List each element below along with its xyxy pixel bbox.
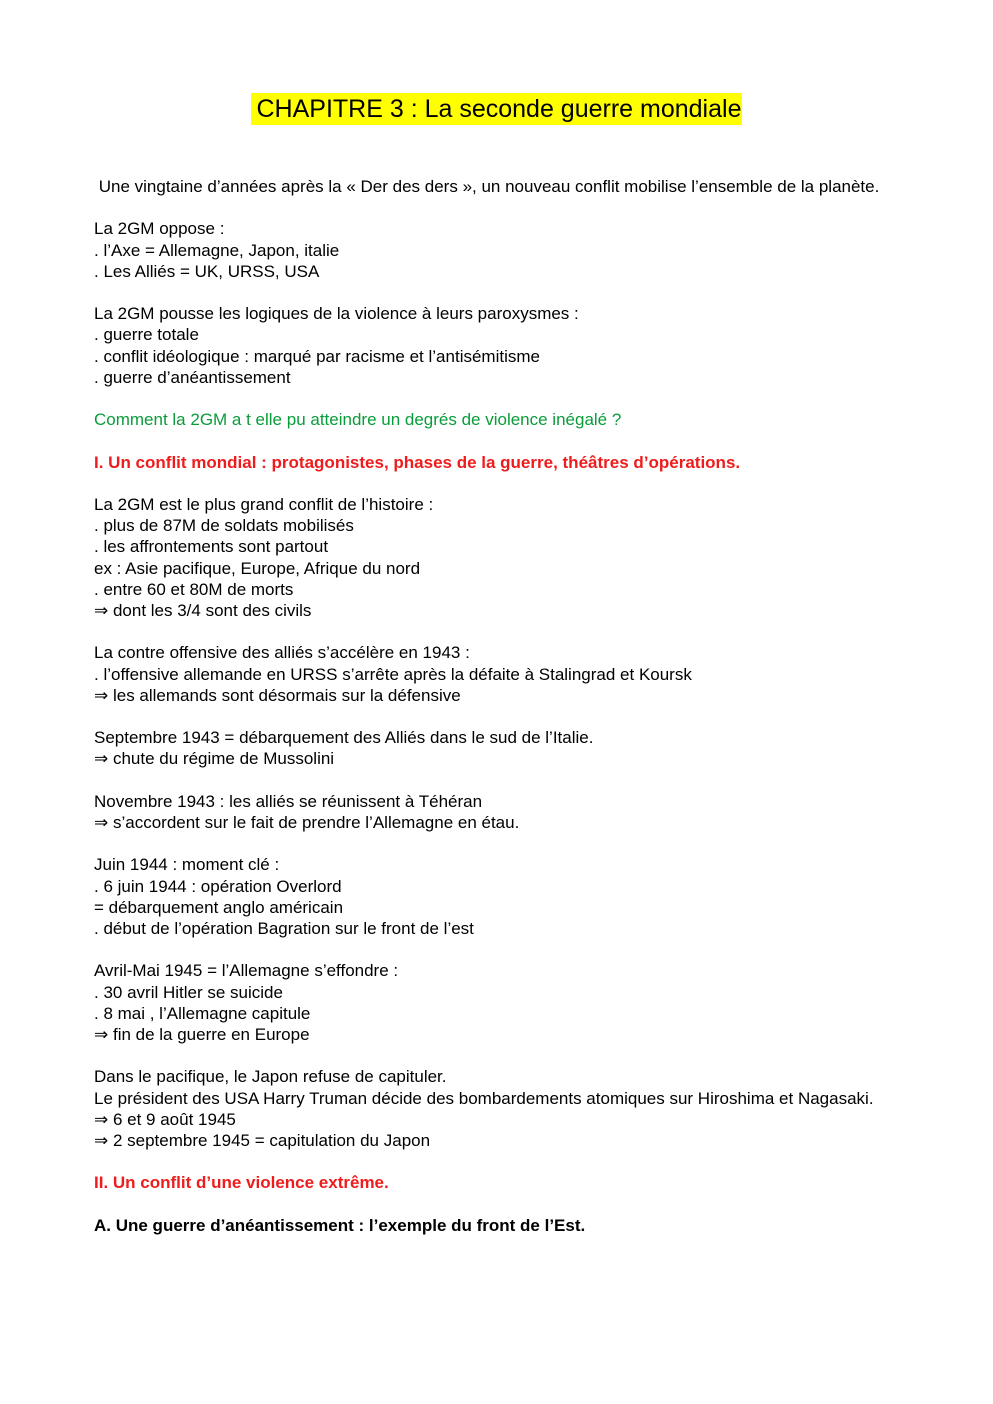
section2-subheading-text: A. Une guerre d’anéantissement : l’exemple du front de l’Est.	[94, 1215, 586, 1235]
page-title: CHAPITRE 3 : La seconde guerre mondiale	[251, 93, 743, 125]
block-heading: Juin 1944 : moment clé :	[94, 855, 280, 875]
block-item: . début de l’opération Bagration sur le front de l’est	[94, 918, 474, 938]
title-wrap	[0, 93, 993, 125]
block-item: . plus de 87M de soldats mobilisés	[94, 516, 354, 536]
section2-heading	[94, 1172, 894, 1193]
opposition-item: . l’Axe = Allemagne, Japon, italie	[94, 240, 340, 260]
block-item: ⇒ 2 septembre 1945 = capitulation du Japon	[94, 1130, 431, 1150]
opposition-item: . Les Alliés = UK, URSS, USA	[94, 261, 320, 281]
block-item: . l’offensive allemande en URSS s’arrête après la défaite à Stalingrad et Koursk	[94, 664, 692, 684]
section2-subheading	[94, 1215, 894, 1236]
section1-heading-text: I. Un conflit mondial : protagonistes, phases de la guerre, théâtres d’opérations.	[94, 452, 741, 472]
block-item: ⇒ dont les 3/4 sont des civils	[94, 600, 312, 620]
block-item: ⇒ les allemands sont désormais sur la défensive	[94, 685, 461, 705]
block-item: . entre 60 et 80M de morts	[94, 579, 294, 599]
block-item: . 6 juin 1944 : opération Overlord	[94, 876, 342, 896]
block-item: . 30 avril Hitler se suicide	[94, 982, 283, 1002]
pacific-line: Dans le pacifique, le Japon refuse de capituler.	[94, 1067, 447, 1087]
opposition-block	[94, 218, 894, 282]
block-item: . 8 mai , l’Allemagne capitule	[94, 1003, 311, 1023]
block-heading: Septembre 1943 = débarquement des Alliés dans le sud de l’Italie.	[94, 728, 594, 748]
block-heading: La contre offensive des alliés s’accélère en 1943 :	[94, 643, 470, 663]
block-item: . les affrontements sont partout	[94, 537, 329, 557]
section1-block-1943	[94, 642, 894, 706]
block-item: ⇒ fin de la guerre en Europe	[94, 1024, 310, 1044]
block-heading: Avril-Mai 1945 = l’Allemagne s’effondre :	[94, 961, 399, 981]
pacific-line: Le président des USA Harry Truman décide des bombardements atomiques sur Hiroshima et Nagasaki.	[94, 1088, 874, 1108]
section1-block-teheran	[94, 791, 894, 833]
violence-block	[94, 303, 894, 388]
section1-block-june-1944	[94, 854, 894, 939]
section2-heading-text: II. Un conflit d’une violence extrême.	[94, 1173, 389, 1193]
section1-block-scale	[94, 494, 894, 621]
violence-heading: La 2GM pousse les logiques de la violence à leurs paroxysmes :	[94, 304, 579, 324]
violence-item: . guerre d’anéantissement	[94, 367, 291, 387]
block-heading: Novembre 1943 : les alliés se réunissent à Téhéran	[94, 791, 483, 811]
block-item: ⇒ chute du régime de Mussolini	[94, 749, 335, 769]
violence-item: . conflit idéologique : marqué par racisme et l’antisémitisme	[94, 346, 540, 366]
problem-question	[94, 409, 894, 430]
section1-block-italy	[94, 727, 894, 769]
intro-paragraph	[94, 176, 894, 197]
intro-text: Une vingtaine d’années après la « Der des ders », un nouveau conflit mobilise l’ensemble de la planète.	[94, 177, 880, 196]
block-item: ex : Asie pacifique, Europe, Afrique du nord	[94, 558, 421, 578]
section1-heading	[94, 452, 894, 473]
question-text: Comment la 2GM a t elle pu atteindre un degrés de violence inégalé ?	[94, 410, 622, 430]
opposition-heading: La 2GM oppose :	[94, 219, 225, 239]
block-item: ⇒ s’accordent sur le fait de prendre l’Allemagne en étau.	[94, 812, 520, 832]
block-item: = débarquement anglo américain	[94, 897, 344, 917]
section1-block-1945	[94, 960, 894, 1045]
violence-item: . guerre totale	[94, 325, 199, 345]
document-body	[94, 176, 894, 1257]
block-item: ⇒ 6 et 9 août 1945	[94, 1109, 236, 1129]
section1-block-pacific	[94, 1066, 894, 1151]
block-heading: La 2GM est le plus grand conflit de l’histoire :	[94, 494, 434, 514]
